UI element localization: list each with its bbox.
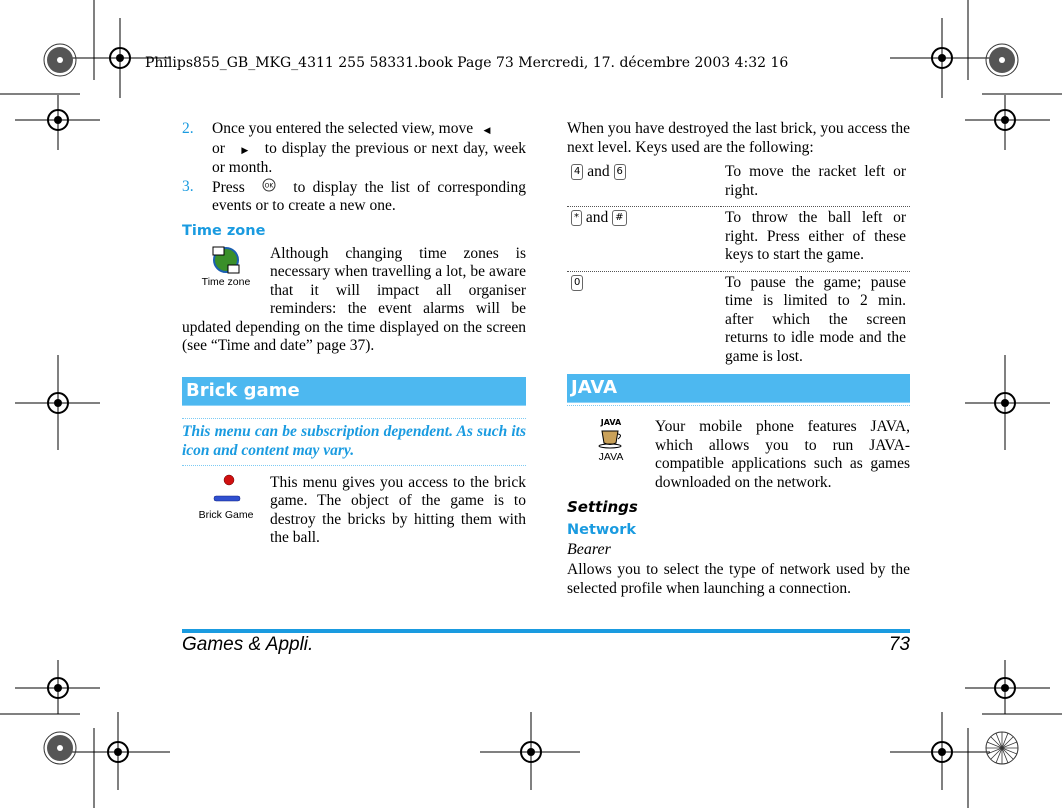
svg-text:OK: OK xyxy=(264,182,274,189)
time-zone-block xyxy=(182,245,526,356)
step-text: to display the previous or next day, week or month. xyxy=(212,139,527,176)
step-text: to display the list of corresponding events or to create a new one. xyxy=(212,178,526,214)
table-row xyxy=(567,207,910,272)
right-column xyxy=(567,120,910,598)
time-zone-icon-caption: Time zone xyxy=(201,275,251,288)
step-number: 3. xyxy=(182,177,194,195)
brick-game-paragraph: This menu gives you access to the brick game. The object of the game is to destroy the bricks by hitting them with the ball. xyxy=(270,473,526,546)
time-zone-heading: Time zone xyxy=(182,222,266,239)
step-text: Once you entered the selected view, move xyxy=(212,120,474,137)
footer-rule xyxy=(182,629,910,633)
java-block xyxy=(567,418,910,492)
step-2 xyxy=(182,120,526,178)
key-description: To throw the ball left or right. Press either of these keys to start the game. xyxy=(721,207,910,272)
keys-cell xyxy=(567,207,721,272)
java-icon-caption: JAVA xyxy=(598,451,624,463)
bearer-paragraph: Allows you to select the type of network used by the selected profile when launching a connection. xyxy=(567,561,910,597)
key-0-icon: 0 xyxy=(571,275,583,291)
java-cup-icon xyxy=(596,427,626,449)
key-star-icon: * xyxy=(571,210,582,226)
and-text: and xyxy=(587,163,610,180)
divider xyxy=(182,465,526,466)
key-description: To pause the game; pause time is limited to 2 min. after which the screen returns to idle mode and the game is lost. xyxy=(721,271,910,372)
key-hash-icon: # xyxy=(612,210,626,226)
time-zone-paragraph: Although changing time zones is necessary when travelling a lot, be aware that it will impact all organiser reminders: the event alarms will be updated depending on the time displayed on the screen (see “Time and date” page 37). xyxy=(182,244,526,354)
time-zone-icon-box xyxy=(182,245,270,305)
java-icon-box xyxy=(567,418,655,478)
java-paragraph: Your mobile phone features JAVA, which allows you to run JAVA-compatible applications such as games downloaded on the network. xyxy=(655,418,910,491)
table-row xyxy=(567,161,910,207)
footer-section-title: Games & Appli. xyxy=(182,634,314,655)
settings-heading: Settings xyxy=(567,498,638,516)
brick-game-icon-caption: Brick Game xyxy=(198,508,254,521)
left-arrow-icon: ◀ xyxy=(483,125,491,135)
brick-game-note: This menu can be subscription dependent. As such its icon and content may vary. xyxy=(182,422,526,459)
key-description: To move the racket left or right. xyxy=(725,163,906,199)
key-6-icon: 6 xyxy=(614,164,626,180)
and-text: and xyxy=(585,209,609,226)
keys-table xyxy=(567,161,910,372)
left-column xyxy=(182,120,526,550)
step-number: 2. xyxy=(182,120,194,137)
network-heading: Network xyxy=(567,522,637,538)
java-logo-text: JAVA xyxy=(600,418,622,427)
brick-game-banner: Brick game xyxy=(182,377,526,406)
step-text: or xyxy=(212,139,225,157)
keys-cell xyxy=(567,271,721,372)
brick-game-icon xyxy=(206,474,246,504)
brick-game-block xyxy=(182,474,526,548)
keys-cell xyxy=(567,161,721,207)
bearer-heading: Bearer xyxy=(567,541,611,558)
ok-key-icon xyxy=(252,178,286,198)
time-zone-icon xyxy=(211,245,241,275)
page-number: 73 xyxy=(888,634,910,655)
right-arrow-icon: ▶ xyxy=(241,144,249,155)
brick-game-icon-box xyxy=(182,474,270,550)
divider xyxy=(567,405,910,406)
divider xyxy=(182,418,526,419)
key-4-icon: 4 xyxy=(571,164,583,180)
step-text: Press xyxy=(212,178,245,196)
step-3 xyxy=(182,178,526,216)
java-banner: JAVA xyxy=(567,374,910,403)
book-header-line: Philips855_GB_MKG_4311 255 58331.book Page 73 Mercredi, 17. décembre 2003 4:32 16 xyxy=(145,55,789,71)
brick-intro-paragraph: When you have destroyed the last brick, you access the next level. Keys used are the following: xyxy=(567,120,910,156)
table-row xyxy=(567,271,910,372)
